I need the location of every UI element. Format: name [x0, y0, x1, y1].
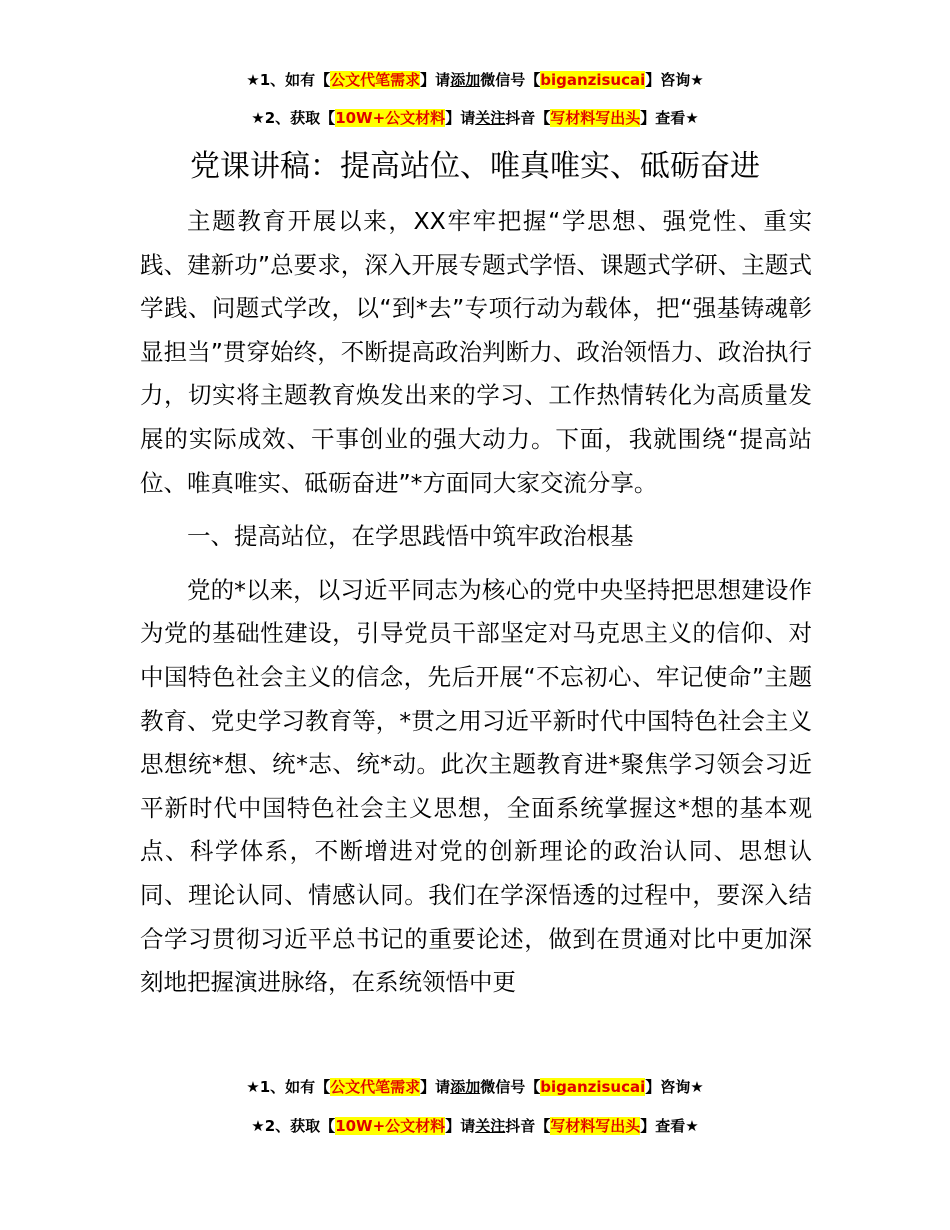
promo-text: 微信号【: [480, 71, 541, 89]
promo-prefix: ★1、如有【: [246, 71, 331, 89]
footer-promo-line-2: [0, 1114, 950, 1138]
promo-underlined: 添加: [450, 1078, 481, 1096]
section-heading-1: 一、提高站位，在学思践悟中筑牢政治根基: [187, 522, 634, 551]
header-promo-line-1: [0, 68, 950, 92]
document-body: [140, 200, 812, 1005]
promo-wechat-id: biganzisucai: [540, 71, 646, 89]
promo-suffix: 】查看★: [640, 1117, 699, 1135]
promo-underlined: 关注: [475, 1117, 506, 1135]
header-promo-line-2: [0, 106, 950, 130]
promo-suffix: 】咨询★: [645, 71, 704, 89]
promo-douyin-id: 写材料写出头: [550, 109, 641, 127]
promo-suffix: 】咨询★: [645, 1078, 704, 1096]
promo-text: 】请: [420, 71, 451, 89]
promo-text: 】请: [420, 1078, 451, 1096]
promo-prefix: ★1、如有【: [246, 1078, 331, 1096]
promo-prefix: ★2、获取【: [251, 1117, 336, 1135]
document-title: 党课讲稿：提高站位、唯真唯实、砥砺奋进: [190, 149, 760, 184]
body-paragraph-intro: 主题教育开展以来，XX牢牢把握“学思想、强党性、重实践、建新功”总要求，深入开展专题式学悟、课题式学研、主题式学践、问题式学改，以“到*去”专项行动为载体，把“强基铸魂彰显担当”贯穿始终，不断提高政治判断力、政治领悟力、政治执行力，切实将主题教育焕发出来的学习、工作热情转化为高质量发展的实际成效、干事创业的强大动力。下面，我就围绕“提高站位、唯真唯实、砥砺奋进”*方面同大家交流分享。: [140, 207, 812, 497]
promo-highlight: 公文代笔需求: [330, 71, 421, 89]
promo-text: 】请: [445, 1117, 476, 1135]
promo-prefix: ★2、获取【: [251, 109, 336, 127]
promo-text: 抖音【: [505, 1117, 551, 1135]
footer-promo-line-1: [0, 1075, 950, 1099]
promo-underlined: 添加: [450, 71, 481, 89]
promo-text: 微信号【: [480, 1078, 541, 1096]
promo-text: 抖音【: [505, 109, 551, 127]
body-paragraph-section-1: 党的*以来，以习近平同志为核心的党中央坚持把思想建设作为党的基础性建设，引导党员干部坚定对马克思主义的信仰、对中国特色社会主义的信念，先后开展“不忘初心、牢记使命”主题教育、党史学习教育等，*贯之用习近平新时代中国特色社会主义思想统*想、统*志、统*动。此次主题教育进*聚焦学习领会习近平新时代中国特色社会主义思想，全面系统掌握这*想的基本观点、科学体系，不断增进对党的创新理论的政治认同、思想认同、理论认同、情感认同。我们在学深悟透的过程中，要深入结合学习贯彻习近平总书记的重要论述，做到在贯通对比中更加深刻地把握演进脉络，在系统领悟中更: [140, 575, 812, 997]
promo-suffix: 】查看★: [640, 109, 699, 127]
promo-douyin-id: 写材料写出头: [550, 1117, 641, 1135]
promo-underlined: 关注: [475, 109, 506, 127]
promo-wechat-id: biganzisucai: [540, 1078, 646, 1096]
promo-highlight: 公文代笔需求: [330, 1078, 421, 1096]
promo-highlight: 10W+公文材料: [335, 1117, 446, 1135]
promo-text: 】请: [445, 109, 476, 127]
promo-highlight: 10W+公文材料: [335, 109, 446, 127]
